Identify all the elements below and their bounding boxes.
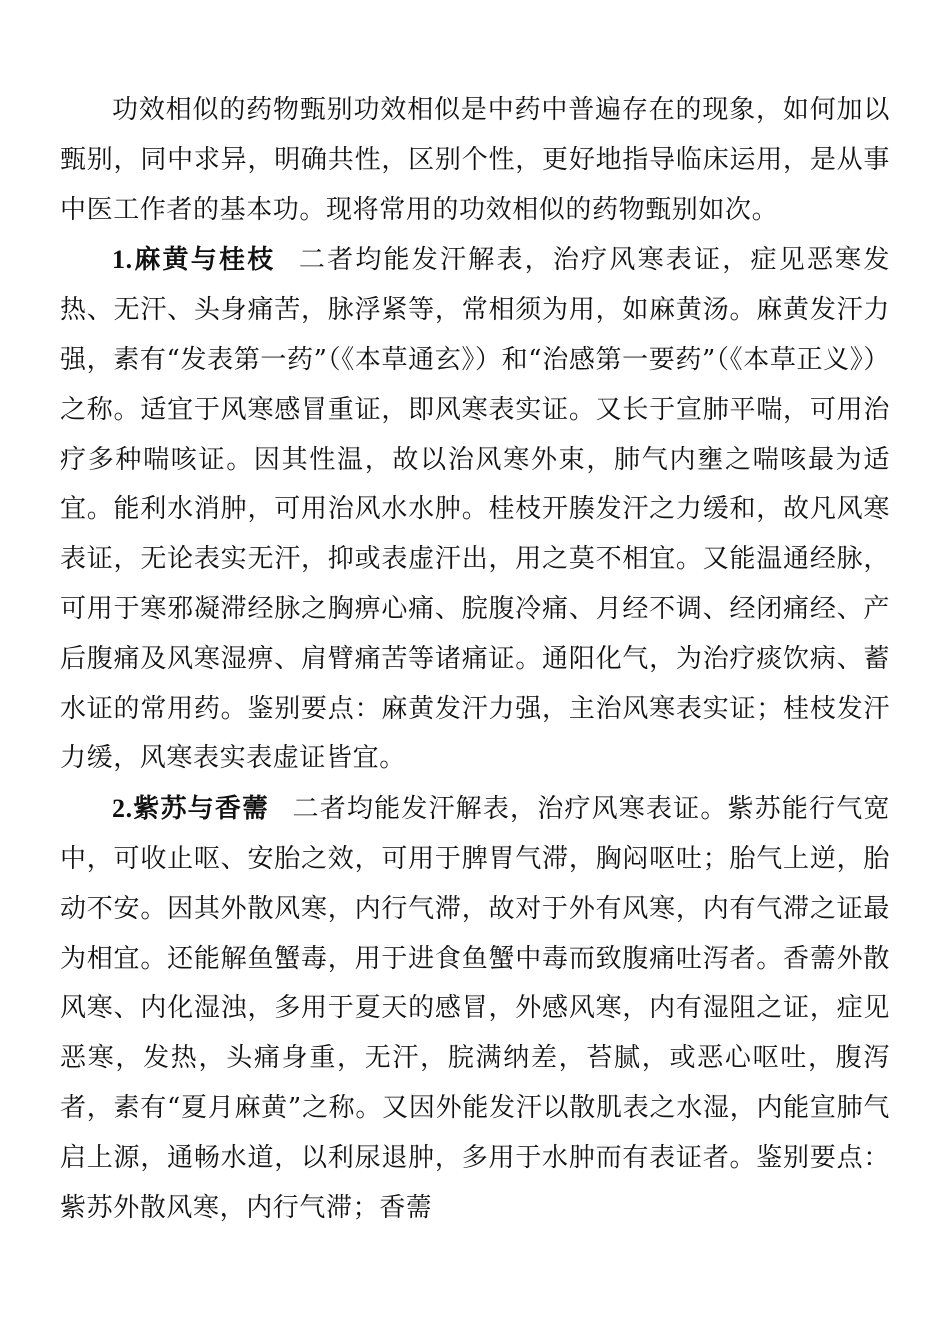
document-page	[60, 86, 890, 1233]
section-body: 二者均能发汗解表，治疗风寒表证。紫苏能行气宽中，可收止呕、安胎之效，可用于脾胃气滞，胸闷呕吐；胎气上逆，胎动不安。因其外散风寒，内行气滞，故对于外有风寒，内有气滞之证最为相宜。还能解鱼蟹毒，用于进食鱼蟹中毒而致腹痛吐泻者。香薷外散风寒、内化湿浊，多用于夏天的感冒，外感风寒，内有湿阻之证，症见恶寒，发热，头痛身重，无汗，脘满纳差，苔腻，或恶心呕吐，腹泻者，素有“夏月麻黄”之称。又因外能发汗以散肌表之水湿，内能宣肺气启上源，通畅水道，以利尿退肿，多用于水肿而有表证者。鉴别要点：紫苏外散风寒，内行气滞；香薷	[60, 794, 891, 1223]
section-heading: 2.紫苏与香薷	[112, 794, 270, 824]
section-body: 二者均能发汗解表，治疗风寒表证，症见恶寒发热、无汗、头身痛苦，脉浮紧等，常相须为用，如麻黄汤。麻黄发汗力强，素有“发表第一药”（《本草通玄》）和“治感第一要药”（《本草正义》）之称。适宜于风寒感冒重证，即风寒表实证。又长于宣肺平喘，可用治疗多种喘咳证。因其性温，故以治风寒外束，肺气内壅之喘咳最为适宜。能利水消肿，可用治风水水肿。桂枝开腠发汗之力缓和，故凡风寒表证，无论表实无汗，抑或表虚汗出，用之莫不相宜。又能温通经脉，可用于寒邪凝滞经脉之胸痹心痛、脘腹冷痛、月经不调、经闭痛经、产后腹痛及风寒湿痹、肩臂痛苦等诸痛证。通阳化气，为治疗痰饮病、蓄水证的常用药。鉴别要点：麻黄发汗力强，主治风寒表实证；桂枝发汗力缓，风寒表实表虚证皆宜。	[60, 245, 890, 774]
section-heading: 1.麻黄与桂枝	[112, 245, 276, 275]
section-zisu-xiangru	[60, 784, 890, 1233]
section-mahuang-guizhi	[60, 235, 890, 784]
intro-paragraph	[60, 86, 890, 235]
intro-text: 功效相似的药物甄别功效相似是中药中普遍存在的现象，如何加以甄别，同中求异，明确共性，区别个性，更好地指导临床运用，是从事中医工作者的基本功。现将常用的功效相似的药物甄别如次。	[60, 95, 890, 225]
